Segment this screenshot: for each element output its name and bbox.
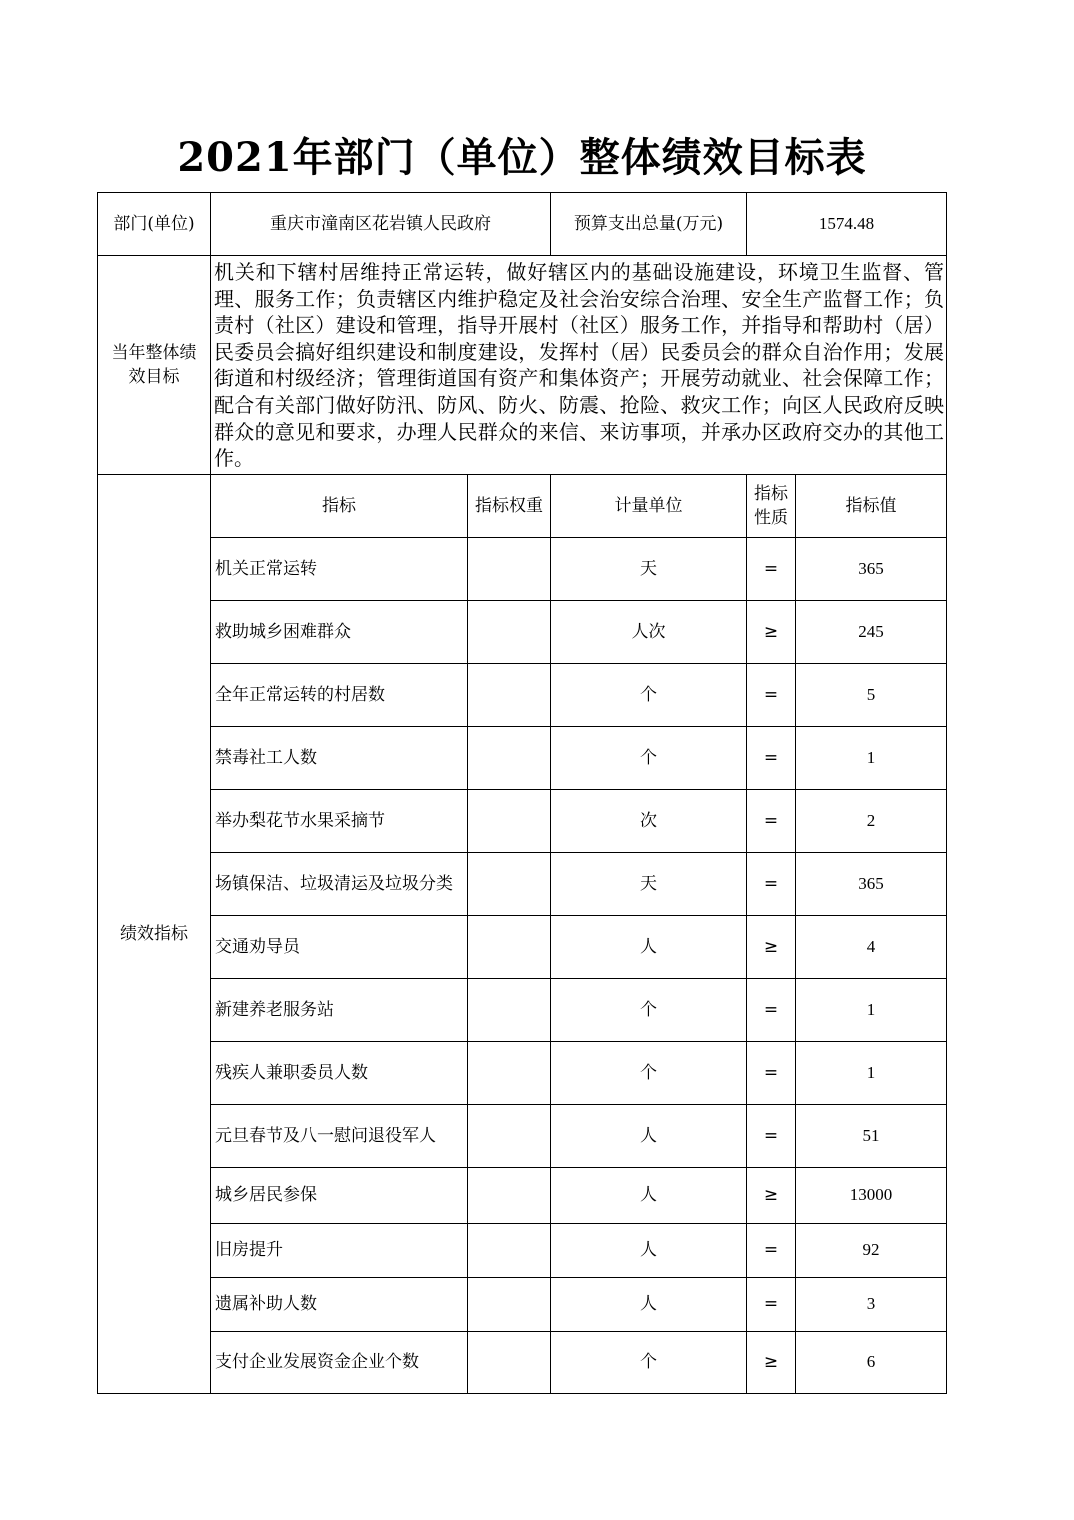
indicator-value: 13000 xyxy=(796,1167,947,1223)
budget-label: 预算支出总量(万元) xyxy=(551,193,747,256)
indicator-row xyxy=(98,1331,947,1393)
indicator-name: 机关正常运转 xyxy=(211,537,468,600)
indicator-row xyxy=(98,1277,947,1331)
indicator-weight xyxy=(468,1331,551,1393)
col-header-weight: 指标权重 xyxy=(468,474,551,537)
indicator-value: 1 xyxy=(796,1041,947,1104)
indicator-name: 新建养老服务站 xyxy=(211,978,468,1041)
indicator-value: 6 xyxy=(796,1331,947,1393)
col-header-value: 指标值 xyxy=(796,474,947,537)
indicator-weight xyxy=(468,1041,551,1104)
indicator-name: 城乡居民参保 xyxy=(211,1167,468,1223)
indicator-name: 举办梨花节水果采摘节 xyxy=(211,789,468,852)
indicator-row xyxy=(98,1167,947,1223)
indicator-unit: 人 xyxy=(551,1167,747,1223)
indicator-value: 1 xyxy=(796,726,947,789)
indicator-value: 3 xyxy=(796,1277,947,1331)
indicator-row xyxy=(98,600,947,663)
indicator-weight xyxy=(468,915,551,978)
dept-value: 重庆市潼南区花岩镇人民政府 xyxy=(211,193,551,256)
indicator-value: 5 xyxy=(796,663,947,726)
col-header-nature: 指标性质 xyxy=(747,474,796,537)
indicator-nature: = xyxy=(747,978,796,1041)
indicator-row xyxy=(98,852,947,915)
indicator-nature: = xyxy=(747,1223,796,1277)
indicator-unit: 天 xyxy=(551,537,747,600)
col-header-unit: 计量单位 xyxy=(551,474,747,537)
indicator-row xyxy=(98,1041,947,1104)
indicator-weight xyxy=(468,537,551,600)
budget-value: 1574.48 xyxy=(747,193,947,256)
indicator-nature: = xyxy=(747,537,796,600)
indicator-weight xyxy=(468,600,551,663)
indicator-nature: ≥ xyxy=(747,915,796,978)
indicator-nature: = xyxy=(747,1104,796,1167)
indicator-row xyxy=(98,978,947,1041)
indicator-nature: = xyxy=(747,663,796,726)
indicator-nature: ≥ xyxy=(747,600,796,663)
indicator-row xyxy=(98,1104,947,1167)
indicator-weight xyxy=(468,789,551,852)
indicator-weight xyxy=(468,1167,551,1223)
indicator-row xyxy=(98,663,947,726)
goal-text: 机关和下辖村居维持正常运转，做好辖区内的基础设施建设，环境卫生监督、管理、服务工作；负责辖区内维护稳定及社会治安综合治理、安全生产监督工作；负责村（社区）建设和管理，指导开展村（社区）服务工作，并指导和帮助村（居）民委员会搞好组织建设和制度建设，发挥村（居）民委员会的群众自治作用；发展街道和村级经济；管理街道国有资产和集体资产；开展劳动就业、社会保障工作；配合有关部门做好防汛、防风、防火、防震、抢险、救灾工作；向区人民政府反映群众的意见和要求，办理人民群众的来信、来访事项，并承办区政府交办的其他工作。 xyxy=(211,256,947,475)
indicator-nature: = xyxy=(747,789,796,852)
indicator-unit: 人 xyxy=(551,1223,747,1277)
indicator-unit: 人次 xyxy=(551,600,747,663)
goal-label: 当年整体绩效目标 xyxy=(98,256,211,475)
indicator-unit: 个 xyxy=(551,663,747,726)
indicator-name: 支付企业发展资金企业个数 xyxy=(211,1331,468,1393)
indicator-name: 禁毒社工人数 xyxy=(211,726,468,789)
indicator-nature: = xyxy=(747,1041,796,1104)
col-header-name: 指标 xyxy=(211,474,468,537)
indicator-weight xyxy=(468,1277,551,1331)
indicator-unit: 天 xyxy=(551,852,747,915)
indicator-nature: = xyxy=(747,726,796,789)
indicator-weight xyxy=(468,978,551,1041)
goal-row xyxy=(98,256,947,475)
indicator-nature: = xyxy=(747,852,796,915)
indicator-unit: 个 xyxy=(551,1041,747,1104)
dept-label: 部门(单位) xyxy=(98,193,211,256)
indicator-weight xyxy=(468,663,551,726)
indicator-name: 旧房提升 xyxy=(211,1223,468,1277)
indicator-weight xyxy=(468,726,551,789)
indicator-row xyxy=(98,537,947,600)
indicator-value: 51 xyxy=(796,1104,947,1167)
indicator-section-label: 绩效指标 xyxy=(98,474,211,1393)
indicator-header-row xyxy=(98,474,947,537)
document-title: 2021年部门（单位）整体绩效目标表 xyxy=(177,134,867,181)
indicator-value: 1 xyxy=(796,978,947,1041)
indicator-unit: 人 xyxy=(551,1277,747,1331)
header-row xyxy=(98,193,947,256)
indicator-name: 救助城乡困难群众 xyxy=(211,600,468,663)
indicator-nature: ≥ xyxy=(747,1167,796,1223)
indicator-name: 遗属补助人数 xyxy=(211,1277,468,1331)
indicator-value: 92 xyxy=(796,1223,947,1277)
indicator-unit: 人 xyxy=(551,1104,747,1167)
indicator-name: 场镇保洁、垃圾清运及垃圾分类 xyxy=(211,852,468,915)
indicator-row xyxy=(98,915,947,978)
indicator-weight xyxy=(468,1104,551,1167)
indicator-unit: 个 xyxy=(551,1331,747,1393)
indicator-value: 365 xyxy=(796,537,947,600)
indicator-nature: ≥ xyxy=(747,1331,796,1393)
indicator-unit: 个 xyxy=(551,726,747,789)
indicator-weight xyxy=(468,1223,551,1277)
indicator-value: 245 xyxy=(796,600,947,663)
indicator-row xyxy=(98,789,947,852)
indicator-value: 2 xyxy=(796,789,947,852)
indicator-value: 4 xyxy=(796,915,947,978)
indicator-value: 365 xyxy=(796,852,947,915)
indicator-name: 交通劝导员 xyxy=(211,915,468,978)
indicator-unit: 次 xyxy=(551,789,747,852)
indicator-name: 元旦春节及八一慰问退役军人 xyxy=(211,1104,468,1167)
indicator-row xyxy=(98,726,947,789)
indicator-row xyxy=(98,1223,947,1277)
indicator-unit: 人 xyxy=(551,915,747,978)
indicator-nature: = xyxy=(747,1277,796,1331)
indicator-weight xyxy=(468,852,551,915)
indicator-unit: 个 xyxy=(551,978,747,1041)
indicator-name: 残疾人兼职委员人数 xyxy=(211,1041,468,1104)
performance-goal-table xyxy=(97,192,947,1394)
indicator-name: 全年正常运转的村居数 xyxy=(211,663,468,726)
